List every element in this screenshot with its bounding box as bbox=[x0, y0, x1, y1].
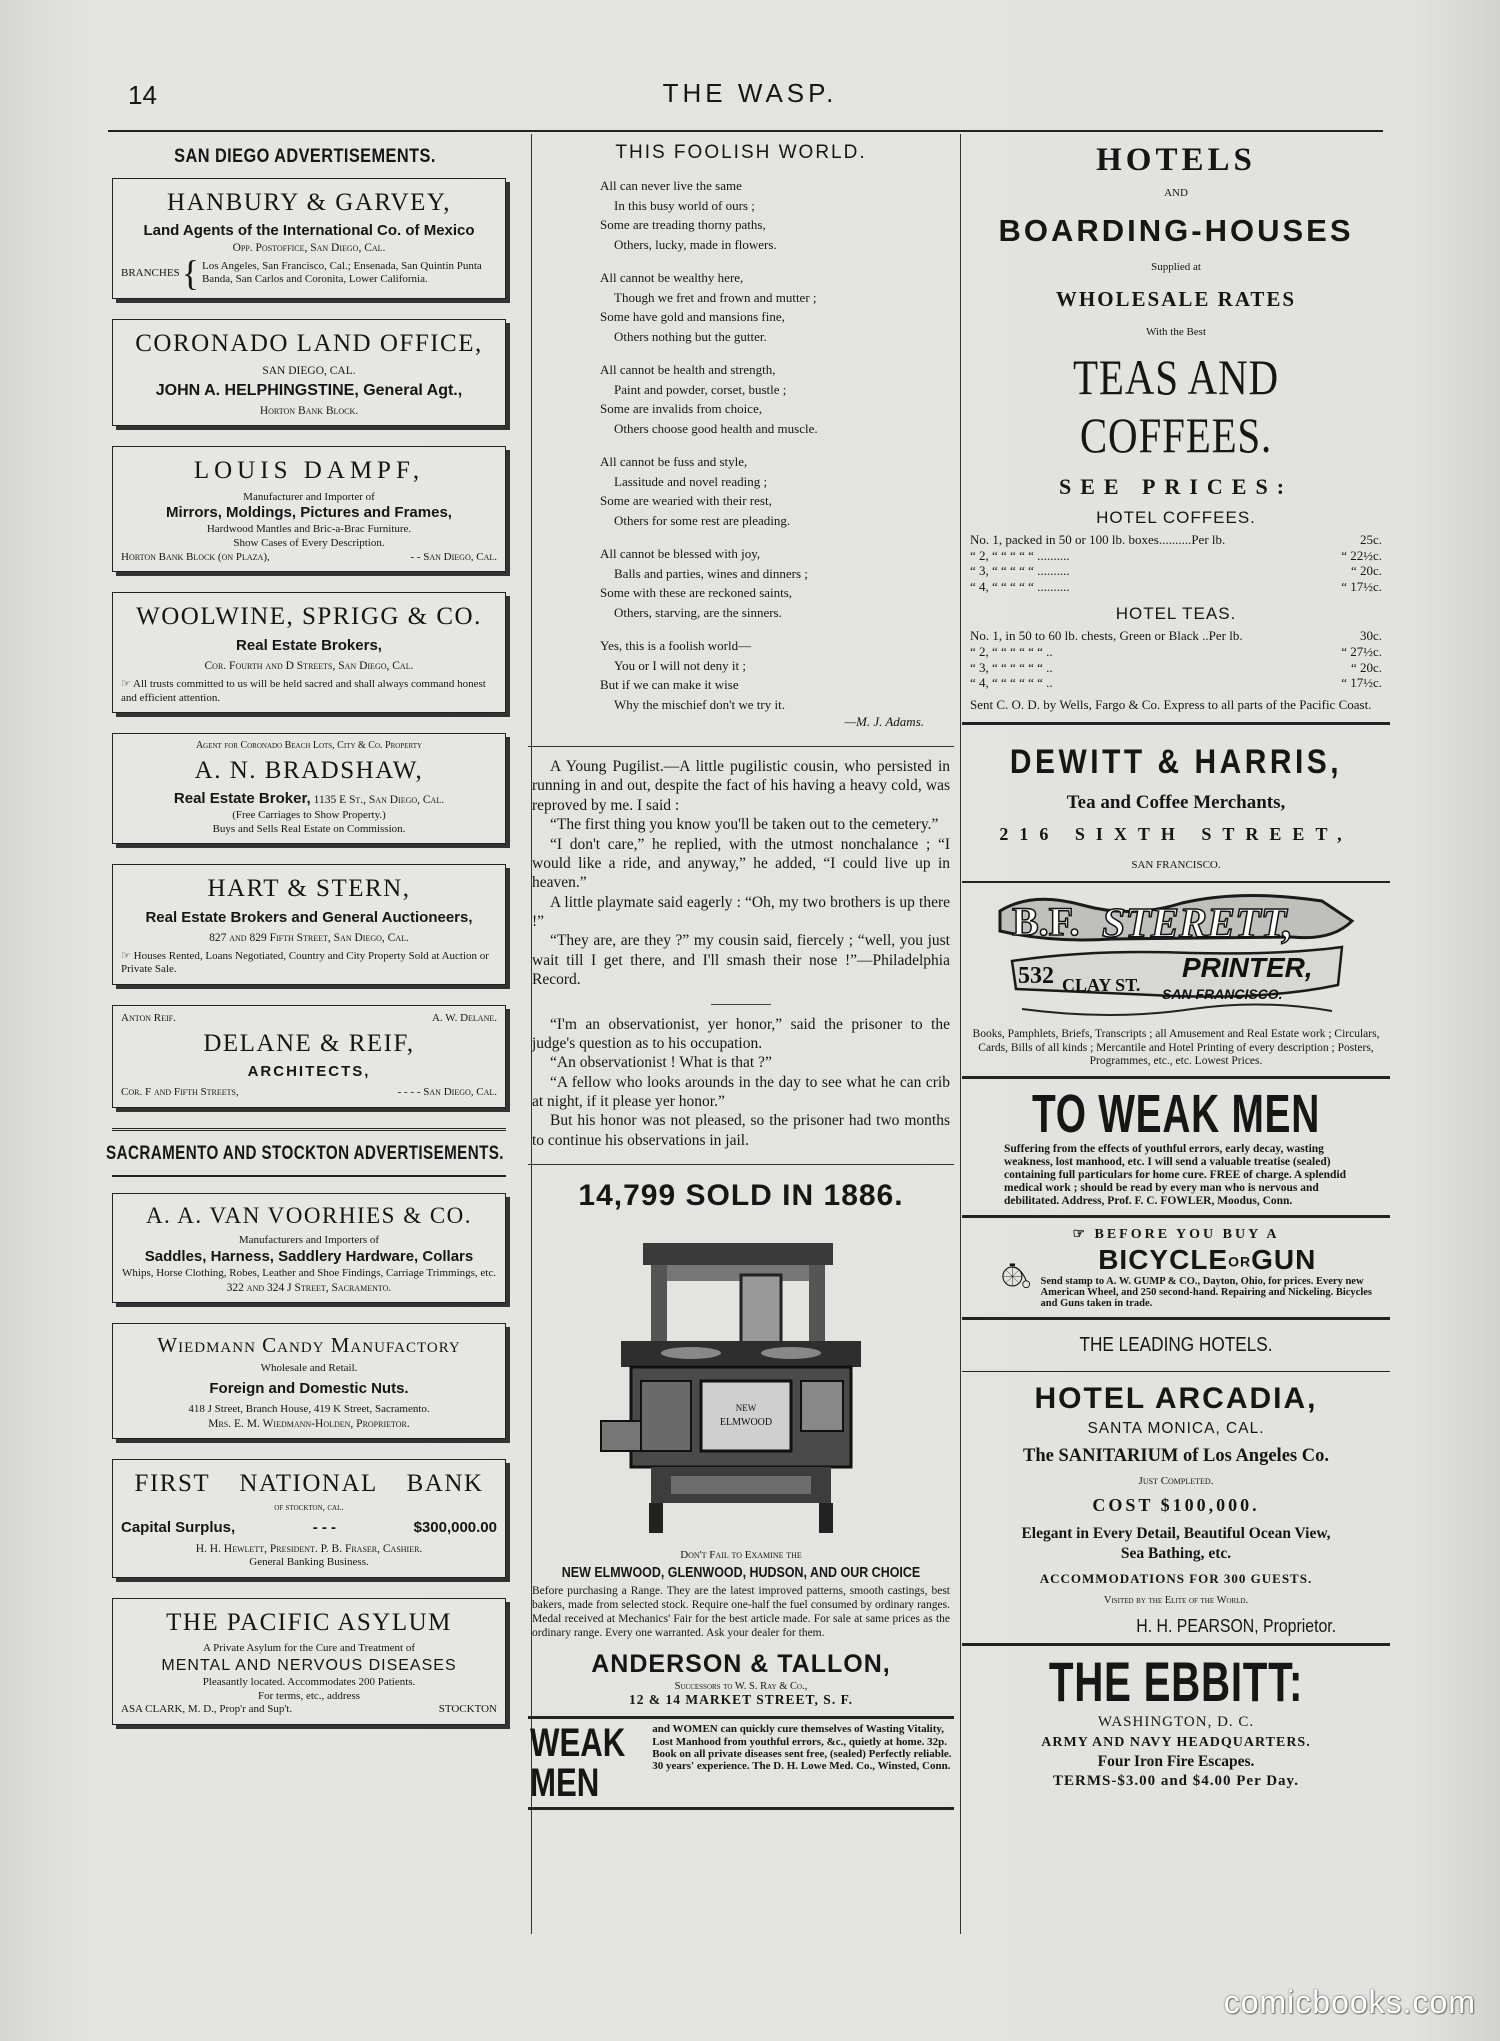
ad-title: A. A. VAN VOORHIES & CO. bbox=[145, 1202, 473, 1228]
ad-title: DELANE & REIF, bbox=[203, 1029, 415, 1057]
poem-line: Paint and powder, corset, bustle ; bbox=[614, 381, 787, 397]
ad-line: 322 and 324 J Street, Sacramento. bbox=[226, 1281, 392, 1294]
ad-line: ☞ Houses Rented, Loans Negotiated, Country and City Property Sold at Auction or Private Sale. bbox=[121, 949, 489, 976]
article-rule bbox=[528, 746, 954, 747]
article-paragraph: A little playmate said eagerly : “Oh, my two brothers is up there !” bbox=[532, 893, 950, 930]
price-description: “ 3, “ “ “ “ “ .......... bbox=[970, 563, 1070, 579]
poem-stanza bbox=[600, 544, 954, 622]
column-right bbox=[962, 134, 1390, 1790]
price-value: 25c. bbox=[1359, 532, 1382, 547]
poem bbox=[528, 176, 954, 714]
hotel-coffees-heading: HOTEL COFFEES. bbox=[1096, 508, 1256, 527]
section-rule bbox=[962, 722, 1390, 725]
ad-line: General Banking Business. bbox=[249, 1556, 369, 1569]
price-description: “ 3, “ “ “ “ “ “ .. bbox=[970, 659, 1053, 675]
section-rule bbox=[112, 1175, 506, 1177]
price-value: “ 27½c. bbox=[1341, 643, 1382, 659]
ad-line: Pleasantly located. Accommodates 200 Patients. bbox=[202, 1675, 416, 1688]
article-paragraph: “They are, are they ?” my cousin said, fiercely ; “well, you just wait till I get there, and I'll smash their nose !”—Philadelphia Record. bbox=[532, 932, 950, 989]
price-value: “ 17½c. bbox=[1341, 578, 1382, 594]
ad-line: Agent for Coronado Beach Lots, City & Co. Property bbox=[195, 740, 423, 752]
ad-text: and WOMEN can quickly cure themselves of Wasting Vitality, Lost Manhood from youthful errors, &c., quietly at home. 32p. Book on all private diseases sent free, (sealed) Perfectly reliable. 30 years' experience. The D. H. Lowe Med. Co., Winsted, Conn. bbox=[652, 1723, 952, 1773]
ad-address-row: Cor. F and Fifth Streets, - - - - San Diego, Cal. bbox=[121, 1085, 497, 1098]
ad-line: H. H. Hewlett, President. P. B. Fraser, Cashier. bbox=[195, 1542, 423, 1555]
ad-line: Wholesale and Retail. bbox=[260, 1362, 358, 1375]
poem-line: Others, starving, are the sinners. bbox=[614, 604, 782, 620]
poem-line: Others for some rest are pleading. bbox=[614, 512, 791, 528]
elegant-line: Elegant in Every Detail, Beautiful Ocean View, Sea Bathing, etc. bbox=[1021, 1525, 1331, 1562]
before-you-buy: ☞ BEFORE YOU BUY A bbox=[1072, 1227, 1280, 1243]
stove-ad-heading: 14,799 SOLD IN 1886. bbox=[578, 1179, 904, 1213]
ad-line: Manufacturer and Importer of bbox=[243, 490, 375, 503]
ad-line: For terms, etc., address bbox=[257, 1689, 361, 1702]
ad-line: Saddles, Harness, Saddlery Hardware, Collars bbox=[144, 1248, 474, 1266]
dewitt-harris: DEWITT & HARRIS, bbox=[1009, 743, 1343, 782]
ad-line: Opp. Postoffice, San Diego, Cal. bbox=[232, 242, 386, 254]
ad-line: JOHN A. HELPHINGSTINE, General Agt., bbox=[155, 382, 463, 399]
poem-line: Others, lucky, made in flowers. bbox=[614, 236, 777, 252]
ad-wiedmann-candy bbox=[112, 1323, 506, 1439]
ad-capital-row: Capital Surplus, - - - $300,000.00 bbox=[121, 1519, 497, 1536]
cod-note: Sent C. O. D. by Wells, Fargo & Co. Express to all parts of the Pacific Coast. bbox=[970, 696, 1372, 712]
ad-title: A. N. BRADSHAW, bbox=[194, 756, 424, 784]
price-row bbox=[962, 660, 1390, 676]
bicycle-gun-text-block bbox=[1041, 1244, 1374, 1309]
hotels-heading: HOTELS bbox=[1096, 142, 1256, 178]
pointing-hand-icon: ☞ bbox=[1072, 1227, 1095, 1243]
and-word: AND bbox=[1164, 187, 1188, 199]
column-left bbox=[96, 134, 514, 1745]
ad-line: 418 J Street, Branch House, 419 K Street, Sacramento. bbox=[188, 1402, 430, 1415]
ad-branches bbox=[121, 253, 497, 294]
poem-line: Yes, this is a foolish world— bbox=[600, 638, 752, 653]
bicycle-text: Send stamp to A. W. GUMP & CO., Dayton, Ohio, for prices. Every new American Wheel, and 250 second-hand. Repairing and Nickeling. Bicycles and Guns taken in trade. bbox=[1040, 1275, 1372, 1309]
article-paragraph: “I don't care,” he replied, with the utmost nonchalance ; “I would like a ride, and anyway,” he added, “I could live up in heaven.” bbox=[532, 835, 950, 892]
price-row bbox=[962, 532, 1390, 548]
svg-text:CLAY ST.: CLAY ST. bbox=[1062, 975, 1141, 996]
price-value: “ 20c. bbox=[1350, 659, 1382, 675]
to-weak-men-heading: TO WEAK MEN bbox=[1032, 1084, 1320, 1144]
brace-glyph: { bbox=[181, 253, 199, 294]
ad-line: Show Cases of Every Description. bbox=[233, 536, 385, 549]
ad-hart-stern bbox=[112, 864, 506, 985]
bicycle-icon bbox=[1002, 1243, 1031, 1309]
svg-text:B.F.: B.F. bbox=[1012, 899, 1080, 945]
poem-line: Others nothing but the gutter. bbox=[614, 328, 767, 344]
poem-line: All cannot be blessed with joy, bbox=[600, 546, 761, 561]
ad-line: of stockton, cal. bbox=[274, 1503, 344, 1514]
ad-line: Cor. Fourth and D Streets, San Diego, Cal. bbox=[204, 660, 414, 673]
poem-line: All cannot be health and strength, bbox=[600, 362, 776, 377]
article-paragraph: “An observationist ! What is that ?” bbox=[550, 1054, 772, 1072]
tea-coffee-merchants: Tea and Coffee Merchants, bbox=[1066, 792, 1286, 814]
ad-address: Horton Bank Block (on Plaza), bbox=[121, 550, 270, 563]
article-paragraph: But his honor was not pleased, so the prisoner had two months to continue his observations in jail. bbox=[532, 1112, 950, 1149]
hotel-arcadia: HOTEL ARCADIA, bbox=[1034, 1382, 1318, 1416]
stove-caption: Don't Fail to Examine the bbox=[680, 1549, 802, 1562]
ad-line: Foreign and Domestic Nuts. bbox=[209, 1380, 409, 1397]
poem-line: Some are invalids from choice, bbox=[600, 401, 763, 416]
section-rule bbox=[962, 1076, 1390, 1079]
pointing-hand-icon: ☞ bbox=[121, 949, 134, 962]
price-description: No. 1, in 50 to 60 lb. chests, Green or Black ..Per lb. bbox=[970, 628, 1243, 644]
pearson-proprietor: H. H. PEARSON, Proprietor. bbox=[1136, 1616, 1337, 1637]
svg-text:NEW: NEW bbox=[735, 1403, 757, 1414]
top-rule bbox=[108, 130, 1383, 132]
svg-text:PRINTER,: PRINTER, bbox=[1182, 952, 1313, 984]
article-rule bbox=[528, 1164, 954, 1165]
ad-title: HANBURY & GARVEY, bbox=[167, 189, 451, 216]
ad-line: SAN DIEGO, CAL. bbox=[262, 364, 356, 377]
price-value: “ 22½c. bbox=[1341, 547, 1382, 563]
boarding-houses-heading: BOARDING-HOUSES bbox=[998, 213, 1354, 248]
the-ebbitt: THE EBBITT: bbox=[1048, 1650, 1304, 1714]
site-watermark: comicbooks.com bbox=[1223, 1984, 1476, 2020]
ad-line: Mrs. E. M. Wiedmann-Holden, Proprietor. bbox=[208, 1417, 410, 1430]
ad-address: - - San Diego, Cal. bbox=[410, 550, 497, 563]
ad-bradshaw bbox=[112, 733, 506, 844]
price-row bbox=[962, 675, 1390, 691]
ad-line: ARCHITECTS, bbox=[247, 1063, 371, 1081]
price-value: “ 17½c. bbox=[1341, 675, 1382, 691]
poem-stanza bbox=[600, 268, 954, 346]
ad-title: WEAK MEN bbox=[530, 1721, 626, 1806]
svg-text:532: 532 bbox=[1018, 963, 1054, 990]
article-paragraph: A Young Pugilist.—A little pugilistic cousin, who persisted in running in and out, despite the fact of his having a heavy cold, was reproved by me. I said : bbox=[532, 758, 950, 814]
ad-line: Buys and Sells Real Estate on Commission. bbox=[212, 822, 406, 835]
san-diego-heading: SAN DIEGO ADVERTISEMENTS. bbox=[174, 146, 436, 167]
poem-line: Others choose good health and muscle. bbox=[614, 420, 818, 436]
price-description: “ 4, “ “ “ “ “ “ .. bbox=[970, 675, 1053, 691]
poem-line: Some have gold and mansions fine, bbox=[600, 309, 785, 324]
ad-line: Real Estate Brokers and General Auctioneers, bbox=[145, 908, 473, 926]
poem-line: All can never live the same bbox=[600, 178, 742, 193]
svg-text:SAN FRANCISCO.: SAN FRANCISCO. bbox=[1162, 986, 1283, 1003]
poem-line: Some are treading thorny paths, bbox=[600, 217, 766, 232]
poem-title: THIS FOOLISH WORLD. bbox=[615, 142, 867, 163]
poem-line: All cannot be fuss and style, bbox=[600, 454, 748, 469]
poem-stanza bbox=[600, 360, 954, 438]
price-description: “ 2, “ “ “ “ “ .......... bbox=[970, 547, 1070, 563]
masthead: THE WASP. bbox=[662, 78, 838, 108]
ad-pacific-asylum bbox=[112, 1598, 506, 1725]
pointing-hand-icon: ☞ bbox=[121, 677, 134, 690]
poem-line: You or I will not deny it ; bbox=[614, 657, 746, 673]
ad-first-national-bank bbox=[112, 1459, 506, 1578]
ad-coronado-land-office bbox=[112, 319, 506, 426]
ad-title: THE PACIFIC ASYLUM bbox=[166, 1608, 452, 1636]
poem-line: Lassitude and novel reading ; bbox=[614, 473, 768, 489]
price-row bbox=[962, 644, 1390, 660]
article-divider bbox=[711, 1004, 771, 1005]
wholesale-rates: WHOLESALE RATES bbox=[1055, 287, 1297, 311]
poem-line: But if we can make it wise bbox=[600, 677, 739, 692]
poem-line: All cannot be wealthy here, bbox=[600, 270, 744, 285]
accommodations: ACCOMMODATIONS FOR 300 GUESTS. bbox=[1039, 1571, 1313, 1587]
section-rule bbox=[962, 1317, 1390, 1320]
san-francisco: SAN FRANCISCO. bbox=[1131, 859, 1221, 872]
poem-stanza bbox=[600, 636, 954, 714]
ad-title: FIRST NATIONAL BANK bbox=[134, 1469, 484, 1497]
article-observationist bbox=[532, 1015, 950, 1151]
column-middle bbox=[528, 134, 954, 1810]
ad-line: 827 and 829 Fifth Street, San Diego, Cal. bbox=[209, 932, 409, 945]
army-navy: ARMY AND NAVY HEADQUARTERS. bbox=[1041, 1735, 1311, 1751]
firm-successors: Successors to W. S. Ray & Co., bbox=[674, 1681, 808, 1693]
section-rule bbox=[112, 1128, 506, 1131]
poem-line: In this busy world of ours ; bbox=[614, 197, 755, 213]
article-young-pugilist bbox=[532, 757, 950, 990]
leading-hotels-heading: THE LEADING HOTELS. bbox=[1079, 1334, 1273, 1357]
ad-line: ☞ All trusts committed to us will be held sacred and shall always command honest and efficient attention. bbox=[121, 677, 486, 704]
article-paragraph: “I'm an observationist, yer honor,” said the prisoner to the judge's question as to his occupation. bbox=[532, 1015, 950, 1052]
ad-van-voorhies bbox=[112, 1193, 506, 1303]
fire-escapes: Four Iron Fire Escapes. bbox=[1097, 1753, 1255, 1771]
poem-author: —M. J. Adams. bbox=[844, 714, 924, 729]
stove-description: Before purchasing a Range. They are the latest improved patterns, smooth castings, best bakers, made from selected stock. Require one-half the fuel consumed by ordinary ranges. Medal received at Mechanics' Fair for the best article made. For sale at same prices as the ordinary range. Every one warranted. Ask your dealer for them. bbox=[532, 1585, 950, 1639]
with-the-best: With the Best bbox=[1145, 326, 1207, 338]
price-value: 30c. bbox=[1359, 628, 1382, 644]
firm-name: ANDERSON & TALLON, bbox=[591, 1650, 891, 1679]
hotel-teas-heading: HOTEL TEAS. bbox=[1115, 604, 1237, 624]
ad-line: (Free Carriages to Show Property.) bbox=[232, 808, 386, 821]
ad-line: Horton Bank Block. bbox=[259, 405, 359, 417]
ad-title: WOOLWINE, SPRIGG & CO. bbox=[136, 603, 482, 631]
ad-line: Real Estate Broker, 1135 E St., San Diego, Cal. bbox=[173, 790, 445, 807]
ad-line: Real Estate Brokers, bbox=[236, 636, 382, 654]
sacramento-heading: SACRAMENTO AND STOCKTON ADVERTISEMENTS. bbox=[106, 1142, 504, 1164]
supplied-at: Supplied at bbox=[1151, 261, 1201, 273]
coffee-price-list bbox=[962, 532, 1390, 594]
article-paragraph: “The first thing you know you'll be taken out to the cemetery.” bbox=[550, 816, 939, 834]
firm-address: 12 & 14 MARKET STREET, S. F. bbox=[629, 1692, 853, 1708]
ad-louis-dampf bbox=[112, 446, 506, 572]
ad-title: HART & STERN, bbox=[207, 875, 411, 903]
ad-line: MENTAL AND NERVOUS DISEASES bbox=[161, 1656, 457, 1674]
stove-caption-bold: NEW ELMWOOD, GLENWOOD, HUDSON, AND OUR CHOICE bbox=[561, 1565, 921, 1582]
bicycle-or-gun: BICYCLEORGUN bbox=[1098, 1243, 1317, 1275]
section-rule bbox=[962, 881, 1390, 883]
price-value: “ 20c. bbox=[1350, 563, 1382, 579]
to-weak-men-text: Suffering from the effects of youthful errors, early decay, wasting weakness, lost manhood, etc. I will send a valuable treatise (sealed) containing full particulars for home cure. FREE of charge. A splendid medical work ; should be read by every man who is nervous and debilitated. Address, Prof. F. C. FOWLER, Moodus, Conn. bbox=[1004, 1143, 1347, 1207]
ad-hanbury-garvey bbox=[112, 178, 506, 299]
teas-coffees-heading: TEAS AND COFFEES. bbox=[1073, 349, 1279, 463]
section-rule bbox=[962, 1215, 1390, 1218]
ad-woolwine-sprigg bbox=[112, 592, 506, 713]
section-rule bbox=[962, 1643, 1390, 1646]
ad-title: CORONADO LAND OFFICE, bbox=[135, 330, 483, 358]
poem-line: Though we fret and frown and mutter ; bbox=[614, 289, 817, 305]
price-row bbox=[962, 548, 1390, 564]
ad-line: Manufacturers and Importers of bbox=[238, 1234, 380, 1247]
just-completed: Just Completed. bbox=[1138, 1475, 1214, 1488]
stove-illustration bbox=[581, 1221, 901, 1541]
ad-title: LOUIS DAMPF, bbox=[193, 457, 425, 485]
poem-line: Balls and parties, wines and dinners ; bbox=[614, 565, 808, 581]
page-number: 14 bbox=[128, 80, 157, 110]
sixth-street-address: 216 SIXTH STREET, bbox=[999, 824, 1353, 845]
visited-by-elite: Visited by the Elite of the World. bbox=[1103, 1595, 1249, 1607]
terms: TERMS-$3.00 and $4.00 Per Day. bbox=[1053, 1773, 1299, 1790]
price-description: No. 1, packed in 50 or 100 lb. boxes..........Per lb. bbox=[970, 532, 1226, 547]
ad-line: A Private Asylum for the Cure and Treatment of bbox=[202, 1642, 416, 1655]
svg-text:ELMWOOD: ELMWOOD bbox=[719, 1417, 773, 1429]
column-rule bbox=[960, 134, 961, 1934]
ad-signature-row: ASA CLARK, M. D., Prop'r and Sup't. STOCKTON bbox=[121, 1703, 497, 1716]
ad-partners-row: Anton Reif. A. W. Delane. bbox=[121, 1012, 497, 1025]
price-row bbox=[962, 628, 1390, 644]
bicycle-gun-ad bbox=[962, 1243, 1390, 1309]
ad-title: Wiedmann Candy Manufactory bbox=[157, 1333, 461, 1357]
see-prices: SEE PRICES: bbox=[1058, 474, 1294, 499]
poem-line: Why the mischief don't we try it. bbox=[614, 696, 785, 712]
poem-line: Some with these are reckoned saints, bbox=[600, 585, 793, 600]
price-row bbox=[962, 579, 1390, 595]
ad-address-row bbox=[121, 551, 497, 565]
printer-description: Books, Pamphlets, Briefs, Transcripts ; all Amusement and Real Estate work ; Circulars, Cards, Bills of all kinds ; Mercantile and Hotel Printing of every description ; Posters, Programmes, etc., etc. Lowest Prices. bbox=[972, 1028, 1380, 1067]
ad-line: Mirrors, Moldings, Pictures and Frames, bbox=[166, 504, 452, 522]
tea-price-list bbox=[962, 628, 1390, 690]
poem-stanza bbox=[600, 176, 954, 254]
price-description: “ 2, “ “ “ “ “ “ .. bbox=[970, 643, 1053, 659]
section-rule bbox=[962, 1371, 1390, 1372]
washington: WASHINGTON, D. C. bbox=[1097, 1714, 1255, 1731]
ad-line: Land Agents of the International Co. of Mexico bbox=[143, 222, 475, 240]
poem-stanza bbox=[600, 452, 954, 530]
cost: COST $100,000. bbox=[1092, 1495, 1260, 1516]
branches-text: Los Angeles, San Francisco, Cal.; Ensenada, San Quintin Punta Banda, San Carlos and Coronita, Lower California. bbox=[201, 259, 482, 286]
ad-line: Hardwood Mantles and Bric-a-Brac Furniture. bbox=[206, 523, 412, 536]
article-paragraph: “A fellow who looks arounds in the day to see what he can crib at night, if it please yer honor.” bbox=[532, 1073, 950, 1110]
ad-line: Whips, Horse Clothing, Robes, Leather and Shoe Findings, Carriage Trimmings, etc. bbox=[122, 1266, 496, 1279]
price-description: “ 4, “ “ “ “ “ .......... bbox=[970, 578, 1070, 594]
sterett-printer-logo bbox=[992, 891, 1370, 1026]
svg-text:STERETT,: STERETT, bbox=[1102, 901, 1294, 948]
branches-label: BRANCHES bbox=[121, 266, 180, 279]
poem-line: Some are wearied with their rest, bbox=[600, 493, 772, 508]
ad-weak-men-lowe bbox=[528, 1716, 954, 1810]
sanitarium: The SANITARIUM of Los Angeles Co. bbox=[1023, 1446, 1329, 1467]
price-row bbox=[962, 563, 1390, 579]
ad-delane-reif bbox=[112, 1005, 506, 1108]
santa-monica: SANTA MONICA, CAL. bbox=[1087, 1420, 1265, 1438]
